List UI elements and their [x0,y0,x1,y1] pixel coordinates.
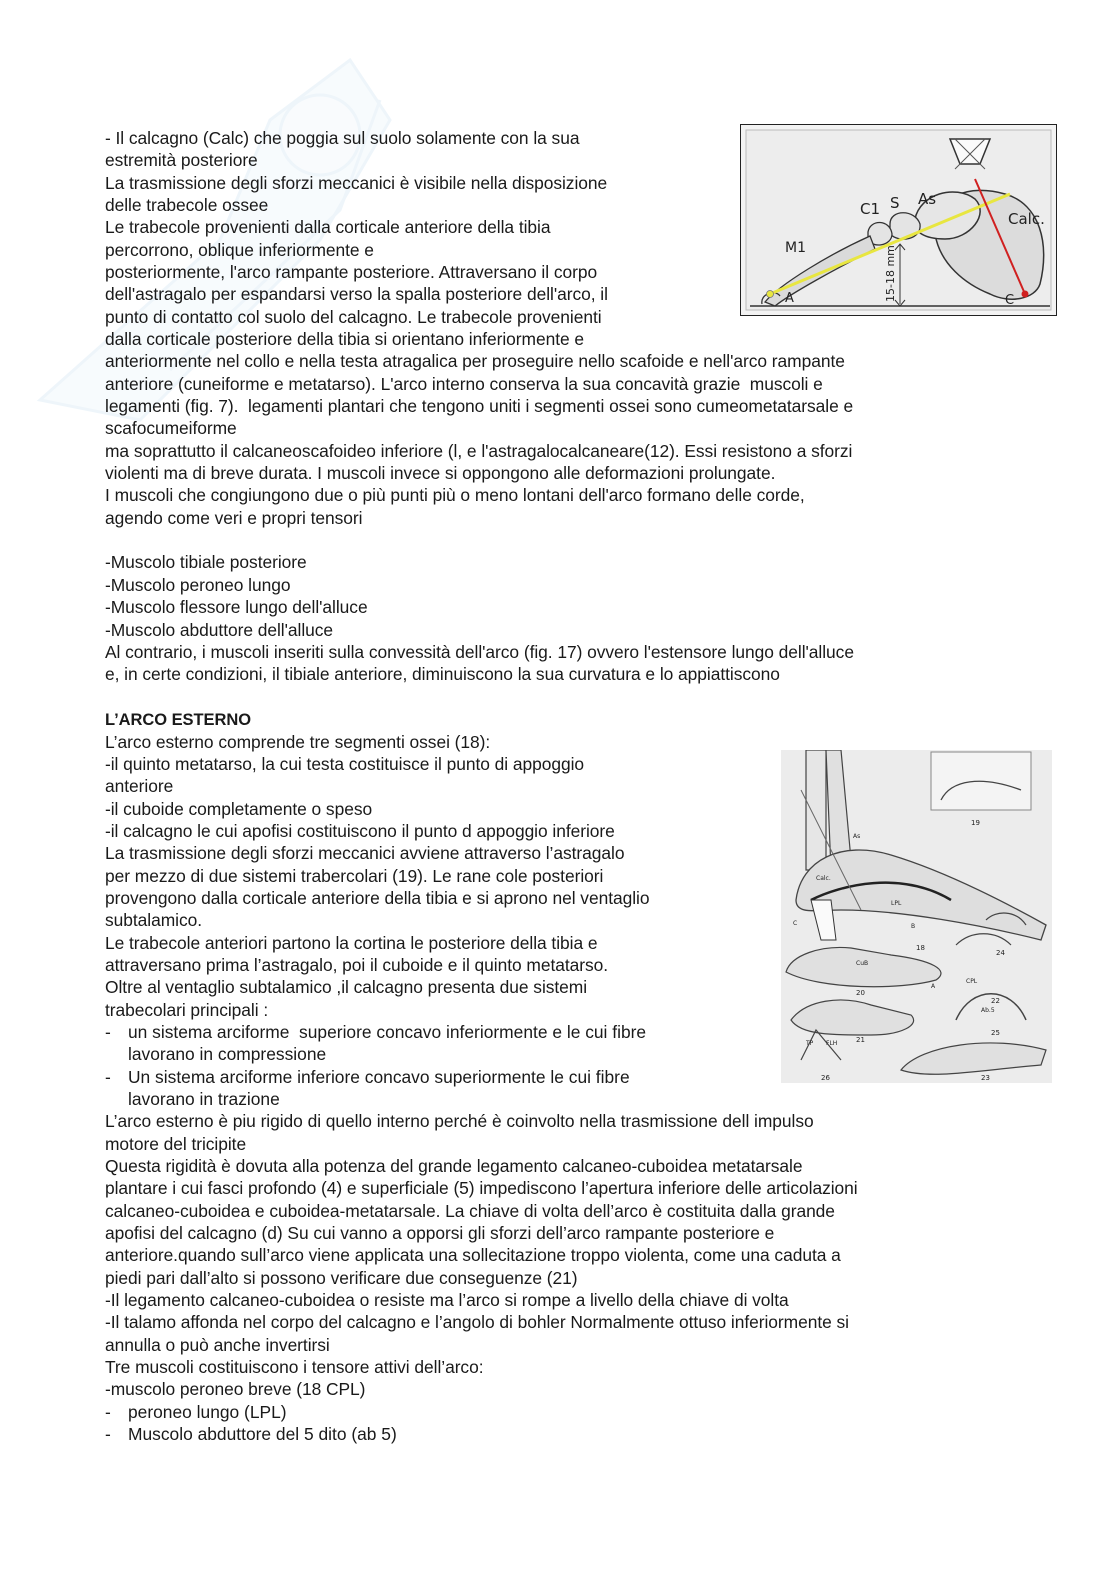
label-a: A [785,291,794,306]
text-line: Le trabecole provenienti dalla corticale anteriore della tibia [105,217,551,237]
bullet-item [105,1401,805,1423]
list-item: -Muscolo peroneo lungo [105,575,291,595]
text-line: Questa rigidità è dovuta alla potenza del grande legamento calcaneo-cuboidea metatarsale [105,1156,803,1176]
label-m1: M1 [785,240,806,256]
text-line: apofisi del calcagno (d) Su cui vanno a opporsi gli sforzi dell’arco rampante posteriore e [105,1223,775,1243]
label-calc: Calc. [1008,210,1045,228]
fig2-label-flh: FLH [826,1040,838,1047]
text-line: -il quinto metatarso, la cui testa costituisce il punto di appoggio [105,754,585,774]
fig2-label-c: C [793,920,798,927]
text-line: La trasmissione degli sforzi meccanici è visibile nella disposizione [105,173,608,193]
text-line: attraversano prima l’astragalo, poi il cuboide e il quinto metatarso. [105,955,609,975]
text-line: anteriore [105,776,174,796]
fig-number-21: 21 [856,1036,865,1044]
text-line: piedi pari dall’alto si possono verificare due conseguenze (21) [105,1268,578,1288]
fig-number-23: 23 [981,1074,990,1082]
text-line: punto di contatto col suolo del calcagno. Le trabecole provenienti [105,307,602,327]
list-item: -Muscolo tibiale posteriore [105,552,307,572]
bullet-line: Muscolo abduttore del 5 dito (ab 5) [128,1424,397,1444]
text-line: -il calcagno le cui apofisi costituiscono il punto d appoggio inferiore [105,821,615,841]
text-line: e, in certe condizioni, il tibiale anteriore, diminuiscono la sua curvatura e lo appiattiscono [105,664,780,684]
text-line: La trasmissione degli sforzi meccanici avviene attraverso l’astragalo [105,843,625,863]
bullet-line: un sistema arciforme superiore concavo inferiormente e le cui fibre [128,1022,647,1042]
list-item: -Muscolo abduttore dell'alluce [105,620,334,640]
text-line: percorrono, oblique inferiormente e [105,240,374,260]
figure-medial-arch [740,124,1057,316]
text-line: delle trabecole ossee [105,195,269,215]
label-measure: 15-18 mm [884,245,897,302]
fig-number-25: 25 [991,1029,1000,1037]
text-line: anteriormente nel collo e nella testa atragalica per proseguire nello scafoide e nell'arco rampante [105,351,845,371]
text-line: annulla o può anche invertirsi [105,1335,330,1355]
text-line: anteriore (cuneiforme e metatarso). L'arco interno conserva la sua concavità grazie muscoli e [105,374,823,394]
fig-number-26: 26 [821,1074,830,1082]
fig2-label-a: A [931,983,936,990]
fig2-label-cpl: CPL [966,978,978,985]
text-line: subtalamico. [105,910,203,930]
bullet-dash: - [105,1022,111,1042]
bullet-line: peroneo lungo (LPL) [128,1402,287,1422]
text-line: L’arco esterno comprende tre segmenti ossei (18): [105,732,491,752]
figure-lateral-arch [781,750,1052,1083]
fig2-label-ab5: Ab.5 [981,1007,995,1014]
text-line: calcaneo-cuboidea e cuboidea-metatarsale. La chiave di volta dell’arco è costituita dalla grande [105,1201,835,1221]
label-c1: C1 [860,200,881,218]
fig2-label-as: As [853,833,861,840]
text-line: Le trabecole anteriori partono la cortina le posteriore della tibia e [105,933,598,953]
text-line: Oltre al ventaglio subtalamico ,il calcagno presenta due sistemi [105,977,588,997]
text-line: scafocumeiforme [105,418,237,438]
list-item: -Muscolo flessore lungo dell'alluce [105,597,368,617]
text-line: dell'astragalo per espandarsi verso la spalla posteriore dell'arco, il [105,284,608,304]
text-line: I muscoli che congiungono due o più punti più o meno lontani dell'arco formano delle corde, [105,485,805,505]
text-line: trabecolari principali : [105,1000,269,1020]
text-line: -Il talamo affonda nel corpo del calcagno e l’angolo di bohler Normalmente ottuso inferiormente si [105,1312,849,1332]
text-line: estremità posteriore [105,150,258,170]
text-line: dalla corticale posteriore della tibia si orientano inferiormente e [105,329,585,349]
bullet-item [105,1423,805,1445]
bullet-item [105,1066,805,1111]
text-line: legamenti (fig. 7). legamenti plantari che tengono uniti i segmenti ossei sono cumeometatarsale e [105,396,854,416]
text-line: Tre muscoli costituiscono i tensore attivi dell’arco: [105,1357,484,1377]
text-line: anteriore.quando sull’arco viene applicata una sollecitazione troppo violenta, come una caduta a [105,1245,841,1265]
bullet-dash: - [105,1067,111,1087]
text-line: per mezzo di due sistemi trabercolari (19). Le rane cole posteriori [105,866,604,886]
bullet-line: lavorano in compressione [128,1044,327,1065]
fig2-label-calc: Calc. [816,875,831,882]
section-heading: L’ARCO ESTERNO [105,711,251,729]
label-as: As [918,190,937,208]
text-line: violenti ma di breve durata. I muscoli invece si oppongono alle deformazioni prolungate. [105,463,776,483]
text-line: ma soprattutto il calcaneoscafoideo inferiore (l, e l'astragalocalcaneare(12). Essi resistono a sforzi [105,441,853,461]
text-line: Al contrario, i muscoli inseriti sulla convessità dell'arco (fig. 17) ovvero l'estensore lungo dell'alluce [105,642,854,662]
fig-number-19: 19 [971,819,980,827]
bullet-dash: - [105,1424,111,1444]
fig2-label-lpl: LPL [891,900,902,907]
bullet-line: Un sistema arciforme inferiore concavo superiormente le cui fibre [128,1067,630,1087]
bullet-item [105,1021,805,1066]
fig-number-22: 22 [991,997,1000,1005]
text-line: L’arco esterno è piu rigido di quello interno perché è coinvolto nella trasmissione dell impulso [105,1111,814,1131]
text-line: motore del tricipite [105,1134,247,1154]
text-line: agendo come veri e propri tensori [105,508,363,528]
text-line: plantare i cui fasci profondo (4) e superficiale (5) impediscono l’apertura inferiore delle articolazioni [105,1178,858,1198]
bullet-line: lavorano in trazione [128,1089,280,1110]
fig-number-24: 24 [996,949,1005,957]
label-s: S [890,194,900,212]
text-line: posteriormente, l'arco rampante posteriore. Attraversano il corpo [105,262,598,282]
text-line: -muscolo peroneo breve (18 CPL) [105,1379,366,1399]
bullet-dash: - [105,1402,111,1422]
text-line: - Il calcagno (Calc) che poggia sul suolo solamente con la sua [105,128,580,148]
text-line: -il cuboide completamente o speso [105,799,373,819]
fig2-label-tp: TP [806,1040,814,1047]
fig2-label-b: B [911,923,916,930]
text-line: -Il legamento calcaneo-cuboidea o resiste ma l’arco si rompe a livello della chiave di volta [105,1290,789,1310]
fig-number-18: 18 [916,944,925,952]
fig2-label-cub: CuB [856,960,869,967]
text-line: provengono dalla corticale anteriore della tibia e si aprono nel ventaglio [105,888,650,908]
fig-number-20: 20 [856,989,865,997]
label-c: C [1005,293,1015,308]
